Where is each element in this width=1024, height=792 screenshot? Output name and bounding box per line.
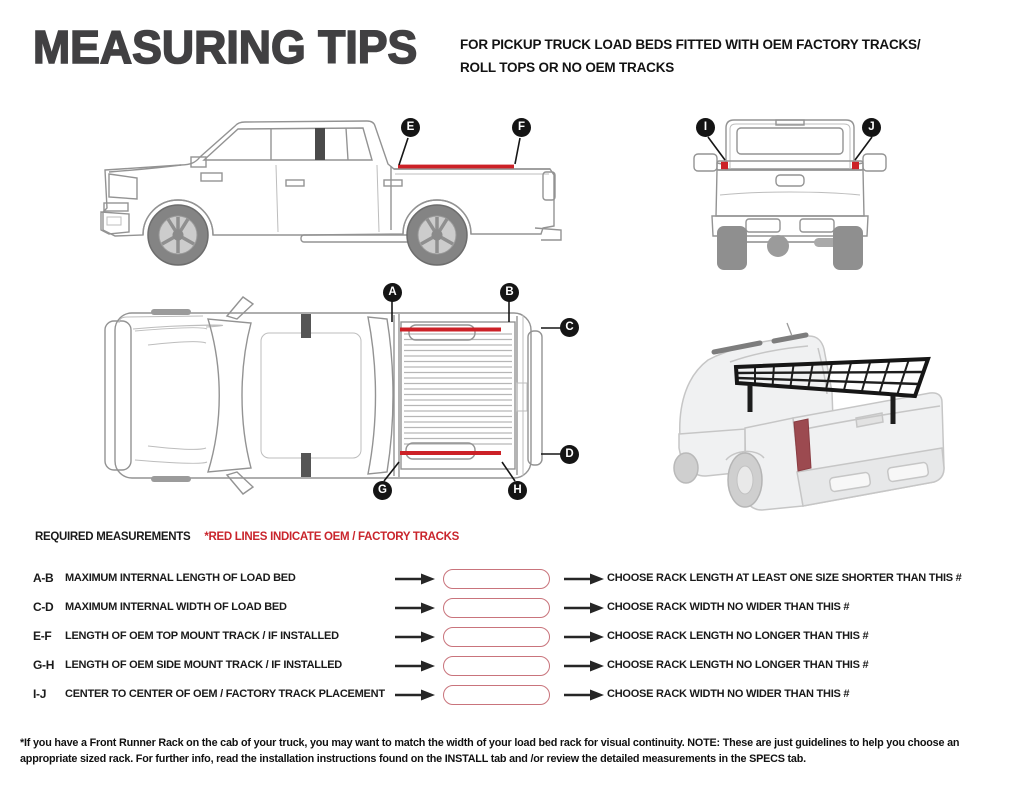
measurement-row-ef	[0, 626, 1024, 648]
measurement-description: MAXIMUM INTERNAL WIDTH OF LOAD BED	[65, 601, 287, 613]
point-label-h: H	[508, 481, 527, 500]
arrow-right-icon	[395, 573, 435, 585]
front-wheel	[148, 205, 208, 265]
rack-recommendation: CHOOSE RACK LENGTH NO LONGER THAN THIS #	[607, 630, 869, 642]
tailgate-handle	[776, 175, 804, 186]
point-label-b: B	[500, 283, 519, 302]
arrow-right-icon	[564, 689, 604, 701]
measurement-row-ab	[0, 568, 1024, 590]
measurement-row-ij	[0, 684, 1024, 706]
measurement-description: MAXIMUM INTERNAL LENGTH OF LOAD BED	[65, 572, 296, 584]
measurement-value-field[interactable]	[443, 627, 550, 647]
rack-recommendation: CHOOSE RACK LENGTH NO LONGER THAN THIS #	[607, 659, 869, 671]
point-label-g: G	[373, 481, 392, 500]
measurement-code: E-F	[33, 629, 52, 643]
truck-side-view-illustration	[95, 108, 565, 285]
measurement-value-field[interactable]	[443, 569, 550, 589]
oem-track-red-mark-j	[852, 162, 859, 170]
right-mirror	[863, 154, 886, 171]
measurements-heading: REQUIRED MEASUREMENTS	[35, 531, 191, 543]
arrow-right-icon	[564, 631, 604, 643]
measurement-value-field[interactable]	[443, 656, 550, 676]
point-label-i: I	[696, 118, 715, 137]
point-label-d: D	[560, 445, 579, 464]
measurement-row-gh	[0, 655, 1024, 677]
top-right-mirror	[227, 472, 253, 494]
measurement-code: A-B	[33, 571, 54, 585]
red-lines-note: *RED LINES INDICATE OEM / FACTORY TRACKS	[204, 531, 460, 543]
right-tire	[833, 226, 863, 270]
rack-recommendation: CHOOSE RACK WIDTH NO WIDER THAN THIS #	[607, 601, 850, 613]
measurement-value-field[interactable]	[443, 685, 550, 705]
arrow-right-icon	[395, 689, 435, 701]
measurement-code: C-D	[33, 600, 54, 614]
measurement-value-field[interactable]	[443, 598, 550, 618]
oem-track-red-line-ef	[398, 165, 514, 169]
top-left-mirror	[227, 297, 253, 319]
truck-top-view-diagram	[103, 283, 583, 508]
measurement-description: LENGTH OF OEM SIDE MOUNT TRACK / IF INSTALLED	[65, 659, 342, 671]
point-label-j: J	[862, 118, 881, 137]
oem-track-red-line-ab-top	[400, 328, 501, 332]
leader-e	[399, 138, 408, 165]
measurement-code: I-J	[33, 687, 47, 701]
measurement-description: LENGTH OF OEM TOP MOUNT TRACK / IF INSTALLED	[65, 630, 339, 642]
measurement-code: G-H	[33, 658, 55, 672]
left-mirror	[694, 154, 717, 171]
arrow-right-icon	[395, 602, 435, 614]
truck-side-view-diagram	[95, 108, 565, 285]
subtitle-line-2: ROLL TOPS OR NO OEM TRACKS	[460, 59, 675, 75]
differential	[767, 235, 789, 257]
page-title: MEASURING TIPS	[33, 21, 418, 73]
bed-ribs	[404, 334, 512, 444]
point-label-a: A	[383, 283, 402, 302]
rear-window	[737, 128, 843, 154]
arrow-right-icon	[395, 631, 435, 643]
subtitle-line-1: FOR PICKUP TRUCK LOAD BEDS FITTED WITH OEM FACTORY TRACKS/	[460, 37, 921, 52]
left-tire	[717, 226, 747, 270]
point-label-c: C	[560, 318, 579, 337]
arrow-right-icon	[564, 573, 604, 585]
truck-with-rack-render	[650, 320, 980, 520]
point-label-e: E	[401, 118, 420, 137]
leader-f	[515, 138, 520, 164]
footnote: *If you have a Front Runner Rack on the cab of your truck, you may want to match the width of your load bed rack for visual continuity. NOTE: These are just guidelines to help you choose an appropriate sized rack. For further info, read the installation instructions found on the INSTALL tab and /or review the detailed measurements in the SPECS tab.	[20, 737, 960, 765]
oem-track-red-line-gh-bottom	[400, 451, 501, 455]
measurements-section-header	[35, 531, 459, 543]
rack-recommendation: CHOOSE RACK LENGTH AT LEAST ONE SIZE SHORTER THAN THIS #	[607, 572, 962, 584]
truck-with-rack-illustration	[650, 320, 980, 520]
b-pillar	[315, 128, 325, 160]
point-label-f: F	[512, 118, 531, 137]
measurement-description: CENTER TO CENTER OF OEM / FACTORY TRACK PLACEMENT	[65, 688, 385, 700]
page-subtitle	[460, 34, 920, 79]
arrow-right-icon	[564, 602, 604, 614]
oem-track-red-mark-i	[721, 162, 728, 170]
rear-wheel	[407, 205, 467, 265]
truck-rear-view-illustration	[690, 112, 890, 277]
arrow-right-icon	[564, 660, 604, 672]
arrow-right-icon	[395, 660, 435, 672]
rack-recommendation: CHOOSE RACK WIDTH NO WIDER THAN THIS #	[607, 688, 850, 700]
truck-rear-view-diagram	[690, 112, 890, 277]
truck-top-view-illustration	[103, 283, 583, 508]
measurement-row-cd	[0, 597, 1024, 619]
